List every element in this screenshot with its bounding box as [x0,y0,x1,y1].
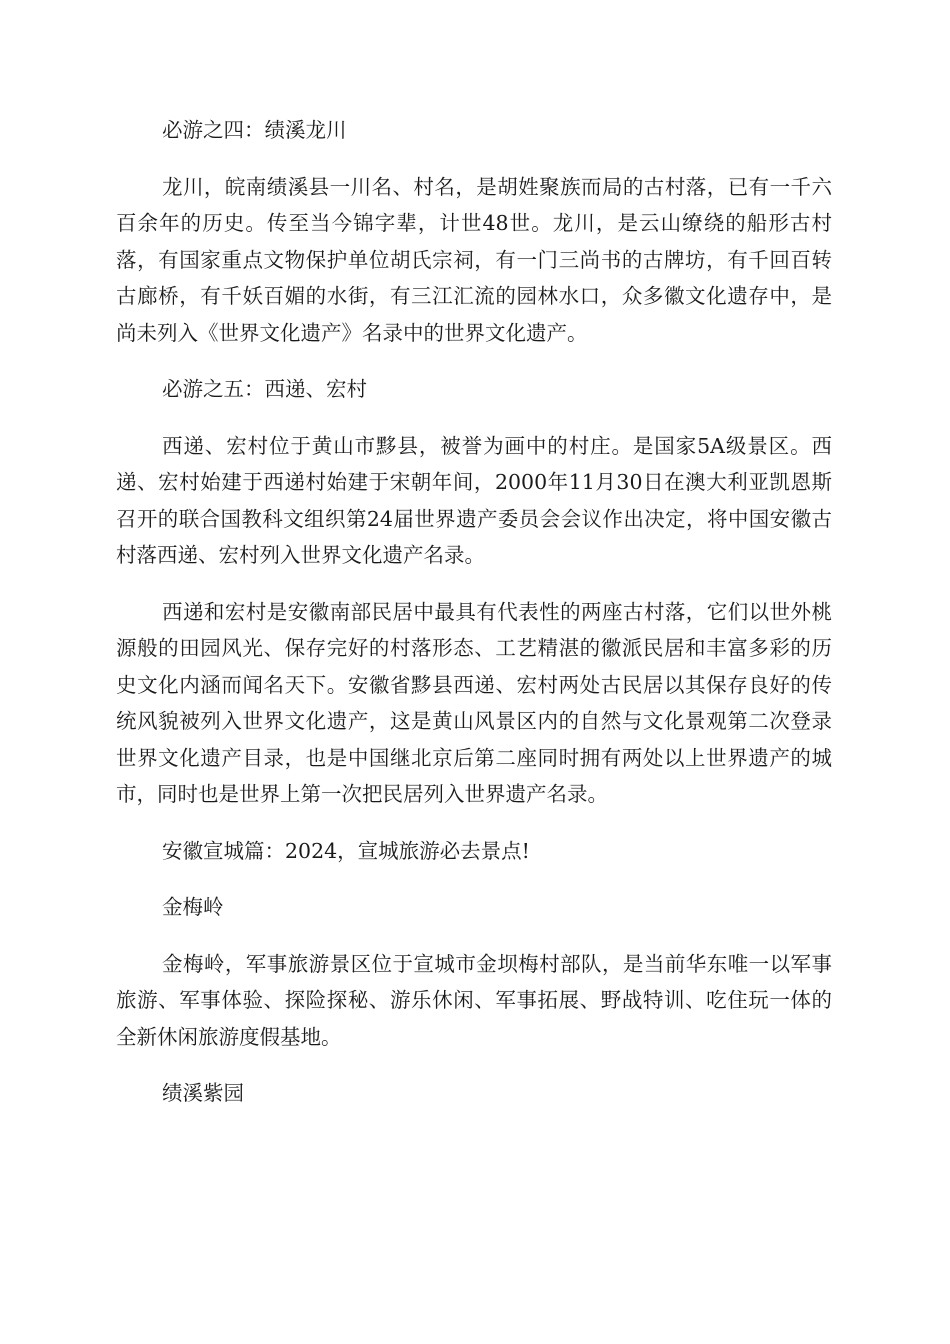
section-heading-jinmeiling: 金梅岭 [162,895,224,919]
paragraph-longchuan: 龙川，皖南绩溪县一川名、村名，是胡姓聚族而局的古村落，已有一千六百余年的历史。传至当今锦字辈，计世48世。龙川，是云山缭绕的船形古村落，有国家重点文物保护单位胡氏宗祠，有一门三尚书的古牌坊，有千回百转古廊桥，有千妖百媚的水街，有三江汇流的园林水口，众多徽文化遗存中，是尚未列入《世界文化遗产》名录中的世界文化遗产。 [116,174,832,345]
section-heading-xidi-hongcun: 必游之五：西递、宏村 [162,377,367,401]
section-heading-xuancheng: 安徽宣城篇：2024，宣城旅游必去景点! [162,838,530,863]
section-heading-jixi-ziyuan: 绩溪紫园 [162,1081,244,1105]
paragraph-xidi-hongcun-detail: 西递和宏村是安徽南部民居中最具有代表性的两座古村落，它们以世外桃源般的田园风光、保存完好的村落形态、工艺精湛的徽派民居和丰富多彩的历史文化内涵而闻名天下。安徽省黟县西递、宏村两处古民居以其保存良好的传统风貌被列入世界文化遗产，这是黄山风景区内的自然与文化景观第二次登录世界文化遗产目录，也是中国继北京后第二座同时拥有两处以上世界遗产的城市，同时也是世界上第一次把民居列入世界遗产名录。 [116,599,832,806]
paragraph-jinmeiling: 金梅岭，军事旅游景区位于宣城市金坝梅村部队，是当前华东唯一以军事旅游、军事体验、探险探秘、游乐休闲、军事拓展、野战特训、吃住玩一体的全新休闲旅游度假基地。 [116,951,832,1049]
document-body [116,112,832,1132]
paragraph-xidi-hongcun-intro: 西递、宏村位于黄山市黟县，被誉为画中的村庄。是国家5A级景区。西递、宏村始建于西递村始建于宋朝年间，2000年11月30日在澳大利亚凯恩斯召开的联合国教科文组织第24届世界遗产委员会会议作出决定，将中国安徽古村落西递、宏村列入世界文化遗产名录。 [116,433,832,567]
section-heading-jixi-longchuan: 必游之四：绩溪龙川 [162,118,347,142]
